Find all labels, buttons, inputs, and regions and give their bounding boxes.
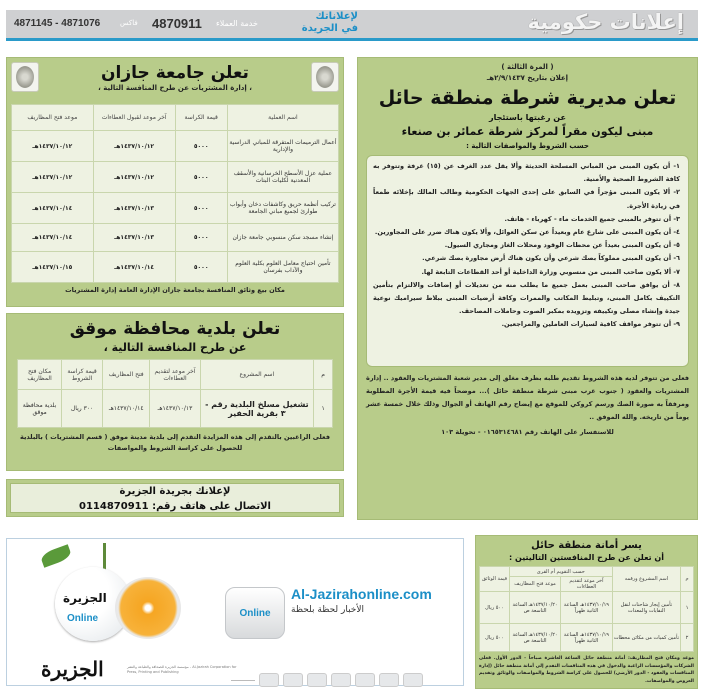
ball-logo: الجزيرة: [63, 591, 107, 605]
app-thumb-icon[interactable]: [331, 673, 351, 687]
column-header: قيمة كراسة الشروط: [62, 360, 103, 390]
jazirah-contact-ad: [6, 479, 344, 517]
app-thumb-icon[interactable]: [403, 673, 423, 687]
cell-deadline: ١٤٣٧/١٠/١٤هـ: [93, 252, 175, 283]
divider: [231, 680, 255, 681]
condition-item: ٧- ألا يكون صاحب المبنى من منسوبي وزارة الداخلية أو أحد القطاعات التابعة لها.: [421, 267, 680, 276]
header-divider: [6, 38, 698, 41]
university-logo-icon: [311, 62, 339, 92]
cell-price: ٥٠٠٠: [175, 193, 227, 224]
ad-footer: فعلى الراغبين بالتقدم إلى هذه المزايدة التقدم إلى بلدية مدينة موقق ( قسم المشتريات ) بالبلدية للحصول على كراسة الشروط والمواصفات: [20, 433, 330, 452]
column-header: مكان فتح المظاريف: [18, 360, 62, 390]
section-title: إعلانات حكومية: [527, 10, 684, 34]
cell-deadline: ١٤٣٧/١٠/١٩هـ الساعة الثانية ظهراً: [561, 592, 613, 624]
hail-police-ad: [357, 57, 698, 520]
condition-item: ١- أن يكون المبنى من المباني المسلحة الحديثة وألا يقل عدد الغرف عن (١٥) غرفة وتتوفر به كافة الشروط الصحية والأمنية.: [373, 162, 680, 184]
table-row: [12, 252, 339, 283]
ball-online-label: Online: [67, 613, 99, 624]
app-icons-row: [259, 673, 423, 687]
app-thumb-icon[interactable]: [355, 673, 375, 687]
site-url-link[interactable]: Al-Jazirahonline.com: [291, 586, 432, 602]
announcement-date: إعلان بتاريخ ٢/٩/١٤٣٧هـ: [486, 74, 569, 82]
cell-name: تشغيل مسلخ البلدية رقم - ٣ بقرية الحفير: [200, 390, 313, 428]
fax-label: فاكس: [120, 19, 138, 27]
ad-subject: مبنى ليكون مقراً لمركز شرطة عمائر بن صنعاء: [401, 125, 654, 138]
table-row: [480, 624, 694, 652]
cell-name: تركيب أنظمة حريق وكاشفات دخان وأبواب طوارئ لجميع مباني الجامعة: [227, 193, 338, 224]
cell-name: تأمين كميات من مكائن محطات: [612, 624, 680, 652]
cell-opening: ١٤٣٧/١٠/٢٠هـ الساعة التاسعة ص: [509, 624, 560, 652]
cell-deadline: ١٤٣٧/١٠/١٣هـ: [150, 390, 200, 428]
column-header: موعد فتح المظاريف: [509, 577, 560, 592]
condition-item: ٦- أن يكون المبنى مملوكاً بصك شرعي وأن يكون هناك أرض مجاورة بصك شرعي.: [422, 254, 680, 263]
cell-name: تأمين احتياج معامل العلوم بكلية العلوم والآداب بفرسان: [227, 252, 338, 283]
table-row: [12, 193, 339, 224]
column-header: آخر موعد لتقديم العطاءات: [561, 577, 613, 592]
cell-place: بلدية محافظة موقق: [18, 390, 62, 428]
column-header: آخر موعد لقبول العطاءات: [93, 105, 175, 131]
cell-opening: ١٤٣٧/١٠/١٢هـ: [12, 162, 94, 193]
ad-title: تعلن جامعة جازان: [101, 63, 249, 83]
table-row: [12, 224, 339, 252]
cell-opening: ١٤٣٧/١٠/٢٠هـ الساعة التاسعة ص: [509, 592, 560, 624]
tender-table: [17, 359, 333, 428]
group-header: حسب التقويم أم القرى: [509, 567, 612, 577]
table-group-row: [480, 567, 694, 577]
cell-price: ٣٠٠ ريال: [62, 390, 103, 428]
cell-price: ٥٠٠٠: [175, 131, 227, 162]
contact-phone: الاتصال على هاتف رقم: 0114870911: [79, 501, 271, 512]
ad-intro: عن رغبتها باستئجار: [489, 113, 566, 122]
cell-opening: ١٤٣٧/١٠/١٤هـ: [12, 193, 94, 224]
condition-item: ٤- أن يكون المبنى على شارع عام وبعيداً عن سكن العوائل، وألا يكون هناك ضرر على المجاورين.: [374, 228, 680, 237]
app-thumb-icon[interactable]: [259, 673, 279, 687]
ad-subtitle: أن تعلن عن طرح المنافستين التاليتين :: [509, 553, 664, 562]
jazirah-logo: الجزيرة: [41, 657, 104, 681]
repeat-note: ( المرة الثالثة ): [501, 63, 554, 71]
conditions-heading: حسب الشروط والمواصفات التالية :: [466, 142, 589, 150]
customer-service-label: خدمة العملاء: [216, 19, 258, 28]
column-header: فتح المظاريف: [103, 360, 150, 390]
cell-no: ١: [314, 390, 333, 428]
column-header: م: [681, 567, 694, 592]
table-header-row: [18, 360, 333, 390]
table-row: [12, 131, 339, 162]
brand-line-2: في الجريدة: [301, 23, 358, 34]
tender-table: [11, 104, 339, 283]
ad-title: يسر أمانة منطقة حائل: [531, 540, 642, 551]
site-slogan: الأخبار لحظة بلحظة: [291, 605, 364, 615]
orange-half-icon: [115, 577, 181, 639]
column-header: اسم المشروع: [200, 360, 313, 390]
cell-deadline: ١٤٣٧/١٠/١٣هـ: [93, 224, 175, 252]
cell-opening: ١٤٣٧/١٠/١٥هـ: [12, 252, 94, 283]
hail-municipality-ad: [475, 535, 698, 689]
cell-name: عملية عزل الأسطح الخرسانية والأسقف المعدنية لكليات البنات: [227, 162, 338, 193]
condition-item: ٢- ألا يكون المبنى مؤجراً في السابق على إحدى الجهات الحكومية وطالب المالك بإخلائه طمعاً في زيادة الأجرة.: [373, 188, 680, 210]
tender-table: [479, 566, 694, 652]
university-logo-icon: [11, 62, 39, 92]
page-header: [6, 10, 698, 38]
cell-no: ١: [681, 592, 694, 624]
column-header: موعد فتح المظاريف: [12, 105, 94, 131]
app-thumb-icon[interactable]: [379, 673, 399, 687]
cell-price: ٥٠٠٠: [175, 224, 227, 252]
mawqaq-municipality-ad: [6, 313, 344, 471]
cell-price: ٥٠٠٠: [175, 162, 227, 193]
ad-title: تعلن بلدية محافظة موقق: [69, 319, 281, 339]
cell-price: ٥٠٠ ريال: [480, 624, 510, 652]
brand-tagline: [288, 11, 358, 35]
cell-opening: ١٤٣٧/١٠/١٤هـ: [12, 224, 94, 252]
cell-name: إنشاء مسجد سكن منسوبي جامعة جازان: [227, 224, 338, 252]
column-header: م: [314, 360, 333, 390]
cell-deadline: ١٤٣٧/١٠/١٢هـ: [93, 162, 175, 193]
column-header: قيمة الوثائق: [480, 567, 510, 592]
cell-deadline: ١٤٣٧/١٠/١٢هـ: [93, 131, 175, 162]
app-thumb-icon[interactable]: [283, 673, 303, 687]
column-header: اسم العملية: [227, 105, 338, 131]
condition-item: ٨- أن يوافق صاحب المبنى بعمل جميع ما يطلب منه من تعديلات أو إضافات والالتزام بتأمين التكييف بكامل المبنى، وتبليط المكاتب والممرات وكافة أرضيات المبنى ببلاط سيراميك نوعية جيدة وإنشاء مصلى وتكييفه وتزويده بمكبر الصوت وحاملات المصاحف.: [373, 280, 680, 316]
jazirah-online-banner[interactable]: [6, 538, 464, 686]
customer-service-phone: 4870911: [152, 16, 202, 31]
table-row: [12, 162, 339, 193]
closing-text: فعلى من تتوفر لديه هذه الشروط تقديم طلبه بظرف مغلق إلى مدير شعبة المشتريات والعقود .. إدارة المشتريات والعقود ( جنوب غرب مبنى شرطة منطقة حائل )... موضحاً فيه قيمة الأجرة المطلوبة ومرفقاً به صورة الصك ورسم كروكي للموقع مع إيضاح رقم الهاتف أو الجوال وذلك خلال خمسة عشر يوماً من تاريخه. والله الموفق ..: [366, 374, 689, 421]
fax-numbers: 4871145 - 4871076: [14, 18, 101, 29]
app-online-label: Online: [239, 607, 271, 619]
jazan-university-ad: [6, 57, 344, 307]
cell-deadline: ١٤٣٧/١٠/١٩هـ الساعة الثانية ظهراً: [561, 624, 613, 652]
condition-item: ٣- أن تتوفر بالمبنى جميع الخدمات ماء - كهرباء - هاتف.: [504, 214, 680, 223]
table-header-row: [12, 105, 339, 131]
ad-footer: موعد ومكان فتح المظاريف: أمانة منطقة حائل الساعة العاشرة صباحاً - الدور الأول. فعلى الشركات والمؤسسات الراغبة والدخول في هذه المنافسات التقدم إلى أمانة منطقة حائل (إدارة المنافسات والعقود - الدور الأرضي) للحصول على كراسة الشروط والمواصفات والوثائق وتقديم العروض والمواصفات.: [479, 656, 694, 684]
column-header: اسم المشروع ورقمه: [612, 567, 680, 592]
ad-title: تعلن مديرية شرطة منطقة حائل: [378, 87, 677, 109]
table-row: [480, 592, 694, 624]
leaf-icon: [40, 544, 73, 567]
stem-icon: [103, 543, 106, 571]
cell-name: تأمين إيجار شاحنات لنقل النفايات والمعدات: [612, 592, 680, 624]
online-app-icon: [225, 587, 285, 639]
cell-opening: ١٤٣٧/١٠/١٢هـ: [12, 131, 94, 162]
ad-subtitle: ، إدارة المشتريات عن طرح المنافسة التالية ،: [98, 84, 252, 92]
cell-name: أعمال الترميمات المتفرقة للمباني الدراسية والإدارية: [227, 131, 338, 162]
column-header: آخر موعد لتقديم العطاءات: [150, 360, 200, 390]
publisher-text: مؤسسة الجزيرة للصحافة والطباعة والنشر - Al-Jazirah Corporation for Press, Printing and Publishing: [127, 665, 237, 674]
inquiry-phone: للاستفسار على الهاتف رقم ٠١٦٥٣١٤٦٨١ - تحويلة ١٠٣: [441, 428, 614, 436]
cell-deadline: ١٤٣٧/١٠/١٣هـ: [93, 193, 175, 224]
cell-price: ٥٠٠٠: [175, 252, 227, 283]
cell-no: ٢: [681, 624, 694, 652]
condition-item: ٥- أن يكون المبنى بعيداً عن محطات الوقود ومحلات الغاز ومجاري السيول.: [444, 241, 680, 250]
cell-price: ٥٠٠ ريال: [480, 592, 510, 624]
contact-line-1: لإعلانك بجريدة الجزيرة: [119, 486, 231, 497]
cell-opening: ١٤٣٧/١٠/١٤هـ: [103, 390, 150, 428]
ad-subtitle: عن طرح المنافسة التالية ،: [103, 341, 247, 354]
column-header: قيمة الكراسة: [175, 105, 227, 131]
conditions-list: [366, 155, 689, 367]
table-row: [18, 390, 333, 428]
brand-line-1: لإعلاناتك: [315, 11, 358, 22]
condition-item: ٩- أن تتوفر مواقف كافية لسيارات العاملين والمراجعين.: [501, 320, 680, 329]
app-thumb-icon[interactable]: [307, 673, 327, 687]
ad-footer: مكان بيع وثائق المنافسة بجامعة جازان الإدارة العامة إدارة المشتريات: [65, 286, 285, 294]
